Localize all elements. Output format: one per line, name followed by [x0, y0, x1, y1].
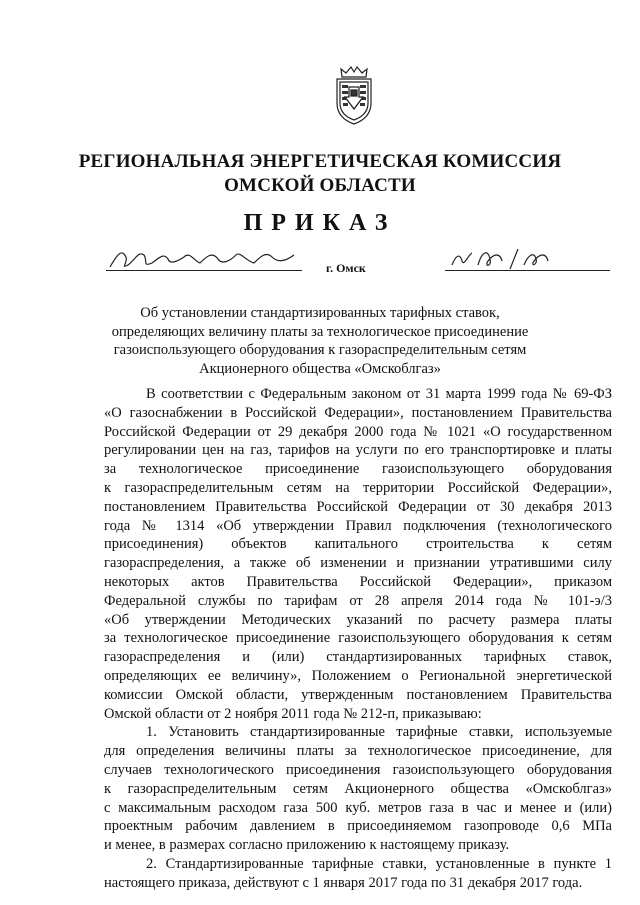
handwritten-number: [448, 243, 568, 273]
date-underline: [106, 270, 302, 271]
body-line: года № 1314 «Об утверждении Правил подключения (технологического: [104, 517, 612, 534]
body-line: постановлением Правительства Российской Федерации от 30 декабря 2013: [104, 498, 612, 515]
body-line: Федеральной службы по тарифам от 28 апреля 2014 года № 101-э/3: [104, 592, 612, 609]
body-line: проектным рабочим давлением в присоединяемом газопроводе 0,6 МПа: [104, 818, 612, 835]
body-line: за технологическое присоединение газоиспользующего оборудования к сетям: [104, 630, 612, 647]
body-line: за технологическое присоединение газоиспользующего оборудования: [104, 461, 612, 478]
body-line: для определения величины платы за технологическое присоединение, для: [104, 743, 612, 760]
body-line: случаев технологического присоединения газоиспользующего оборудования: [104, 761, 612, 778]
body-line: и менее, в размерах согласно приложению к настоящему приказу.: [104, 837, 510, 854]
body-line: некоторых актов Правительства Российской Федерации», приказом: [104, 573, 612, 590]
subject-line: Акционерного общества «Омскоблгаз»: [199, 360, 441, 377]
body-line: «О газоснабжении в Российской Федерации», постановлением Правительства: [104, 404, 612, 421]
subject-line: Об установлении стандартизированных тарифных ставок,: [140, 305, 500, 321]
org-name-line-1: РЕГИОНАЛЬНАЯ ЭНЕРГЕТИЧЕСКАЯ КОМИССИЯ: [78, 151, 562, 172]
city-label: г. Омск: [326, 261, 366, 275]
body-line: комиссии Омской области, утвержденным постановлением Правительства: [104, 686, 612, 703]
body-line: Российской Федерации от 29 декабря 2000 года № 1021 «О государственном: [104, 423, 612, 440]
body-line: определяющих ее величину», Положением о Региональной энергетической: [104, 667, 612, 684]
body-line: газораспределения и (или) стандартизированных тарифных ставок,: [104, 649, 612, 666]
document-subject: [80, 304, 560, 378]
body-line: 2. Стандартизированные тарифные ставки, установленные в пункте 1: [146, 855, 612, 872]
subject-line: определяющих величину платы за технологическое присоединение: [111, 323, 529, 340]
body-line: к газораспределительным сетям на территории Российской Федерации»,: [104, 479, 612, 496]
body-line: Омской области от 2 ноября 2011 года № 212-п, приказываю:: [104, 705, 482, 722]
coat-of-arms-emblem: [331, 63, 377, 127]
body-line: к газораспределительным сетям Акционерного общества «Омскоблгаз»: [104, 780, 612, 797]
body-line: газораспределения, а также об изменении и признании утратившими силу: [104, 555, 612, 572]
body-line: 1. Установить стандартизированные тарифные ставки, используемые: [146, 724, 612, 741]
body-line: присоединения) объектов капитального строительства к сетям: [104, 536, 612, 553]
body-line: с максимальным расходом газа 500 куб. метров газа в час и менее и (или): [104, 799, 612, 816]
document-body: [104, 385, 612, 893]
handwritten-date: [108, 243, 304, 273]
number-underline: [445, 270, 610, 271]
body-line: регулировании цен на газ, тарифов на услуги по его транспортировке и платы: [104, 442, 612, 459]
subject-line: газоиспользующего оборудования к газораспределительным сетям: [113, 342, 527, 358]
org-name-line-2: ОМСКОЙ ОБЛАСТИ: [224, 175, 416, 196]
body-line: В соответствии с Федеральным законом от 31 марта 1999 года № 69-ФЗ: [146, 386, 612, 402]
document-title: ПРИКАЗ: [243, 210, 397, 236]
body-line: настоящего приказа, действуют с 1 января 2017 года по 31 декабря 2017 года.: [104, 874, 583, 891]
body-line: «Об утверждении Методических указаний по расчету размера платы: [104, 611, 612, 628]
